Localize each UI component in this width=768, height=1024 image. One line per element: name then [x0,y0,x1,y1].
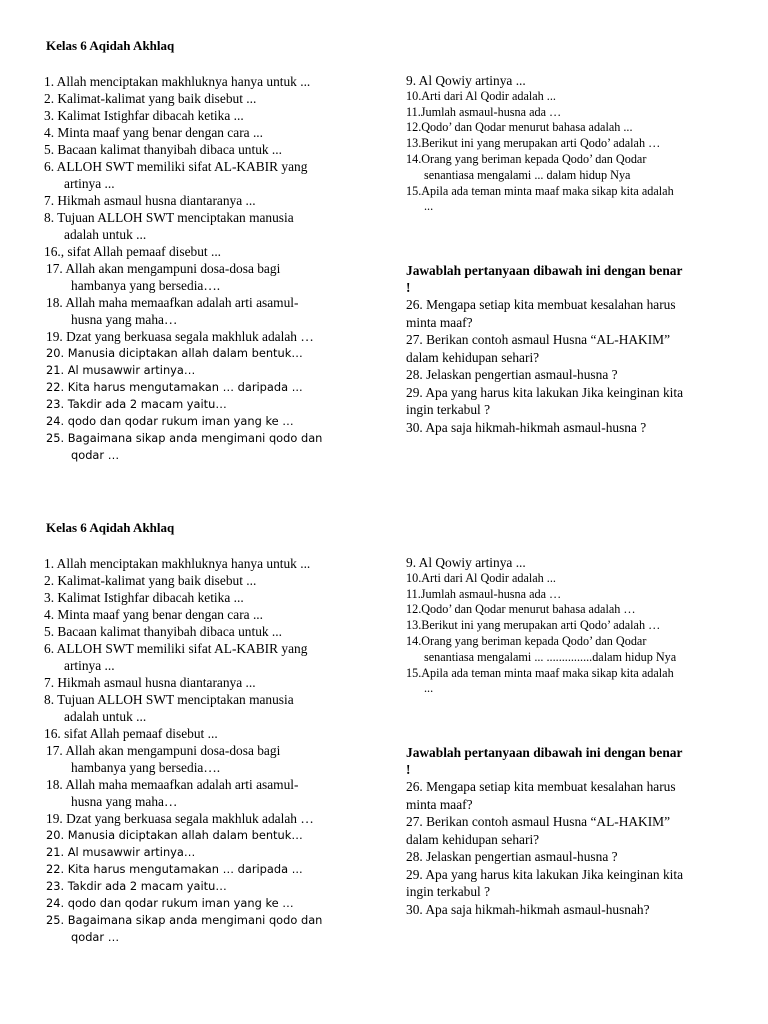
question-line: 17. Allah akan mengampuni dosa-dosa bagi [46,743,281,758]
question-line: ... [424,681,434,696]
essay-question-line: 30. Apa saja hikmah-hikmah asmaul-husnah? [406,901,650,917]
question-line: 18. Allah maha memaafkan adalah arti asamul- [46,777,299,792]
question-line: adalah untuk ... [64,227,147,242]
question-line: 1. Allah menciptakan makhluknya hanya untuk ... [44,556,311,571]
essay-question-line: 28. Jelaskan pengertian asmaul-husna ? [406,849,618,865]
question-line: 6. ALLOH SWT memiliki sifat AL-KABIR yang [44,159,308,174]
question-line: 15.Apila ada teman minta maaf maka sikap kita adalah [406,183,674,198]
question-line: 7. Hikmah asmaul husna diantaranya ... [44,675,256,690]
right-question-column [406,555,736,918]
question-line: 16. sifat Allah pemaaf disebut ... [44,726,218,741]
question-line: husna yang maha… [71,312,178,327]
question-line: senantiasa mengalami ... ...............dalam hidup Nya [424,649,677,664]
question-line: 14.Orang yang beriman kepada Qodo’ dan Qodar [406,151,647,166]
question-line: 11.Jumlah asmaul-husna ada … [406,104,562,119]
essay-question-line: dalam kehidupan sehari? [406,349,540,365]
essay-question-line: 26. Mengapa setiap kita membuat kesalahan harus [406,779,676,795]
question-line: senantiasa mengalami ... dalam hidup Nya [424,167,631,182]
question-line: 19. Dzat yang berkuasa segala makhluk adalah … [46,329,314,344]
question-line: 5. Bacaan kalimat thanyibah dibaca untuk ... [44,624,282,639]
essay-instruction: ! [406,762,411,778]
essay-question-line: 27. Berikan contoh asmaul Husna “AL-HAKIM” [406,814,671,830]
question-line: 12.Qodo’ dan Qodar menurut bahasa adalah … [406,602,636,617]
question-line: 22. Kita harus mengutamakan … daripada ... [46,380,303,394]
question-line: 10.Arti dari Al Qodir adalah ... [406,570,556,585]
question-line: 15.Apila ada teman minta maaf maka sikap kita adalah [406,665,674,680]
left-question-column [44,555,374,946]
question-line: 8. Tujuan ALLOH SWT menciptakan manusia [44,210,294,225]
question-line: 12.Qodo’ dan Qodar menurut bahasa adalah ... [406,120,633,135]
question-line: adalah untuk ... [64,709,147,724]
essay-question-line: minta maaf? [406,796,473,812]
question-line: 24. qodo dan qodar rukum iman yang ke … [46,414,294,428]
question-line: 13.Berikut ini yang merupakan arti Qodo’ adalah … [406,618,661,633]
question-line: 25. Bagaimana sikap anda mengimani qodo dan [46,431,323,445]
question-line: ... [424,199,434,214]
question-line: 2. Kalimat-kalimat yang baik disebut ... [44,573,257,588]
question-line: 11.Jumlah asmaul-husna ada … [406,586,562,601]
question-line: hambanya yang bersedia…. [71,278,221,293]
question-line: 21. Al musawwir artinya… [46,363,196,377]
worksheet-copy-1 [0,0,768,480]
worksheet-copy-2 [0,482,768,962]
question-line: 14.Orang yang beriman kepada Qodo’ dan Qodar [406,633,647,648]
worksheet-title: Kelas 6 Aqidah Akhlaq [46,38,175,53]
essay-instruction: Jawablah pertanyaan dibawah ini dengan benar [406,745,683,761]
question-line: 24. qodo dan qodar rukum iman yang ke … [46,896,294,910]
question-line: qodar … [71,930,120,944]
question-line: artinya ... [64,176,115,191]
question-line: 17. Allah akan mengampuni dosa-dosa bagi [46,261,281,276]
question-line: hambanya yang bersedia…. [71,760,221,775]
essay-question-line: ingin terkabul ? [406,402,491,418]
essay-question-line: 29. Apa yang harus kita lakukan Jika keinginan kita [406,384,684,400]
question-line: 16., sifat Allah pemaaf disebut ... [44,244,222,259]
essay-question-line: 30. Apa saja hikmah-hikmah asmaul-husna ? [406,419,647,435]
question-line: 10.Arti dari Al Qodir adalah ... [406,88,556,103]
essay-question-line: minta maaf? [406,314,473,330]
question-line: 23. Takdir ada 2 macam yaitu… [46,397,227,411]
question-line: 13.Berikut ini yang merupakan arti Qodo’ adalah … [406,136,661,151]
question-line: 23. Takdir ada 2 macam yaitu… [46,879,227,893]
question-line: 20. Manusia diciptakan allah dalam bentuk… [46,346,303,360]
worksheet-title: Kelas 6 Aqidah Akhlaq [46,520,175,535]
question-line: 8. Tujuan ALLOH SWT menciptakan manusia [44,692,294,707]
question-line: 7. Hikmah asmaul husna diantaranya ... [44,193,256,208]
question-line: qodar … [71,448,120,462]
question-line: artinya ... [64,658,115,673]
question-line: 22. Kita harus mengutamakan … daripada ... [46,862,303,876]
essay-instruction: ! [406,280,411,296]
essay-question-line: 28. Jelaskan pengertian asmaul-husna ? [406,367,618,383]
question-line: 25. Bagaimana sikap anda mengimani qodo dan [46,913,323,927]
essay-question-line: ingin terkabul ? [406,884,491,900]
question-line: 9. Al Qowiy artinya ... [406,555,526,570]
left-question-column [44,73,374,464]
question-line: 9. Al Qowiy artinya ... [406,73,526,88]
question-line: 3. Kalimat Istighfar dibacah ketika ... [44,590,244,605]
question-line: 19. Dzat yang berkuasa segala makhluk adalah … [46,811,314,826]
question-line: 21. Al musawwir artinya… [46,845,196,859]
essay-question-line: 26. Mengapa setiap kita membuat kesalahan harus [406,297,676,313]
question-line: 1. Allah menciptakan makhluknya hanya untuk ... [44,74,311,89]
question-line: 6. ALLOH SWT memiliki sifat AL-KABIR yang [44,641,308,656]
question-line: husna yang maha… [71,794,178,809]
right-question-column [406,73,736,436]
essay-instruction: Jawablah pertanyaan dibawah ini dengan benar [406,263,683,279]
question-line: 3. Kalimat Istighfar dibacah ketika ... [44,108,244,123]
question-line: 4. Minta maaf yang benar dengan cara ... [44,125,263,140]
essay-question-line: dalam kehidupan sehari? [406,831,540,847]
question-line: 4. Minta maaf yang benar dengan cara ... [44,607,263,622]
question-line: 5. Bacaan kalimat thanyibah dibaca untuk ... [44,142,282,157]
question-line: 18. Allah maha memaafkan adalah arti asamul- [46,295,299,310]
question-line: 2. Kalimat-kalimat yang baik disebut ... [44,91,257,106]
essay-question-line: 27. Berikan contoh asmaul Husna “AL-HAKIM” [406,332,671,348]
question-line: 20. Manusia diciptakan allah dalam bentuk… [46,828,303,842]
essay-question-line: 29. Apa yang harus kita lakukan Jika keinginan kita [406,866,684,882]
